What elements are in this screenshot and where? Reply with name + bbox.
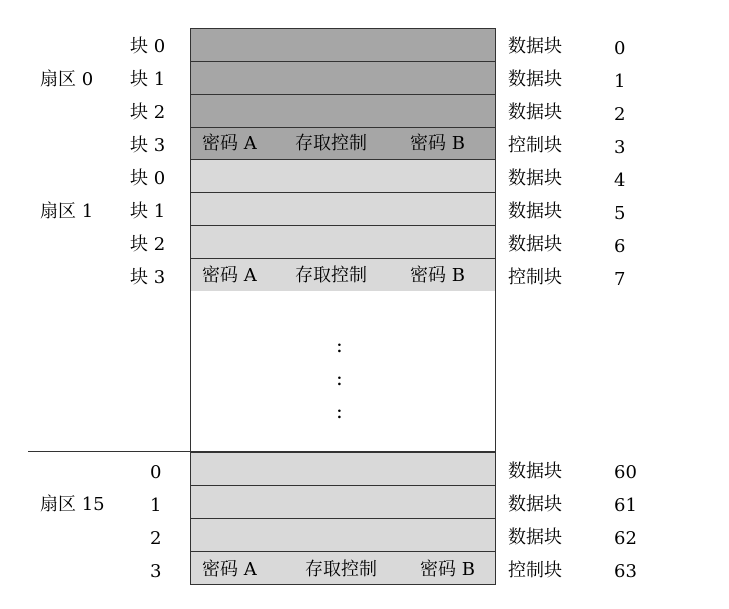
block-number: 62 — [614, 528, 637, 549]
data-block — [190, 28, 496, 62]
block-number: 6 — [614, 236, 626, 257]
block-number: 3 — [614, 137, 626, 158]
key-a-field: 密码 A — [202, 559, 257, 580]
data-block — [190, 225, 496, 259]
key-b-field: 密码 B — [410, 133, 465, 154]
block-number: 63 — [614, 561, 637, 582]
data-block — [190, 485, 496, 519]
block-type: 控制块 — [508, 267, 562, 288]
access-control-field: 存取控制 — [305, 559, 377, 580]
data-block — [190, 192, 496, 226]
data-block — [190, 94, 496, 128]
block-number: 1 — [614, 71, 626, 92]
block-label: 块 2 — [130, 102, 166, 123]
key-b-field: 密码 B — [410, 265, 465, 286]
block-label: 块 1 — [130, 201, 166, 222]
block-type: 数据块 — [508, 69, 562, 90]
control-block — [190, 127, 496, 160]
data-block — [190, 159, 496, 193]
key-a-field: 密码 A — [202, 265, 257, 286]
block-number: 5 — [614, 203, 626, 224]
block-label: 0 — [150, 462, 162, 483]
block-number: 0 — [614, 38, 626, 59]
access-control-field: 存取控制 — [295, 265, 367, 286]
block-number: 60 — [614, 462, 637, 483]
block-type: 控制块 — [508, 135, 562, 156]
data-block — [190, 452, 496, 486]
block-type: 数据块 — [508, 461, 562, 482]
data-block — [190, 61, 496, 95]
sector-15-label: 扇区 15 — [40, 494, 105, 515]
key-a-field: 密码 A — [202, 133, 257, 154]
sector-0-label: 扇区 0 — [40, 69, 94, 90]
block-type: 数据块 — [508, 36, 562, 57]
key-b-field: 密码 B — [420, 559, 475, 580]
block-label: 1 — [150, 495, 162, 516]
block-type: 数据块 — [508, 234, 562, 255]
block-type: 数据块 — [508, 201, 562, 222]
access-control-field: 存取控制 — [295, 133, 367, 154]
block-type: 数据块 — [508, 168, 562, 189]
block-label: 块 3 — [130, 267, 166, 288]
block-label: 块 2 — [130, 234, 166, 255]
block-label: 2 — [150, 528, 162, 549]
block-type: 数据块 — [508, 494, 562, 515]
block-number: 61 — [614, 495, 637, 516]
control-block — [190, 258, 496, 292]
block-number: 2 — [614, 104, 626, 125]
control-block — [190, 551, 496, 585]
block-number: 4 — [614, 170, 626, 191]
omitted-sectors-area — [190, 291, 496, 452]
block-label: 块 3 — [130, 135, 166, 156]
block-label: 块 0 — [130, 168, 166, 189]
vertical-ellipsis: : : : — [336, 333, 343, 423]
block-label: 块 0 — [130, 36, 166, 57]
block-type: 数据块 — [508, 102, 562, 123]
block-type: 控制块 — [508, 560, 562, 581]
block-label: 3 — [150, 561, 162, 582]
block-number: 7 — [614, 269, 626, 290]
block-type: 数据块 — [508, 527, 562, 548]
block-label: 块 1 — [130, 69, 166, 90]
sector-1-label: 扇区 1 — [40, 201, 94, 222]
data-block — [190, 518, 496, 552]
